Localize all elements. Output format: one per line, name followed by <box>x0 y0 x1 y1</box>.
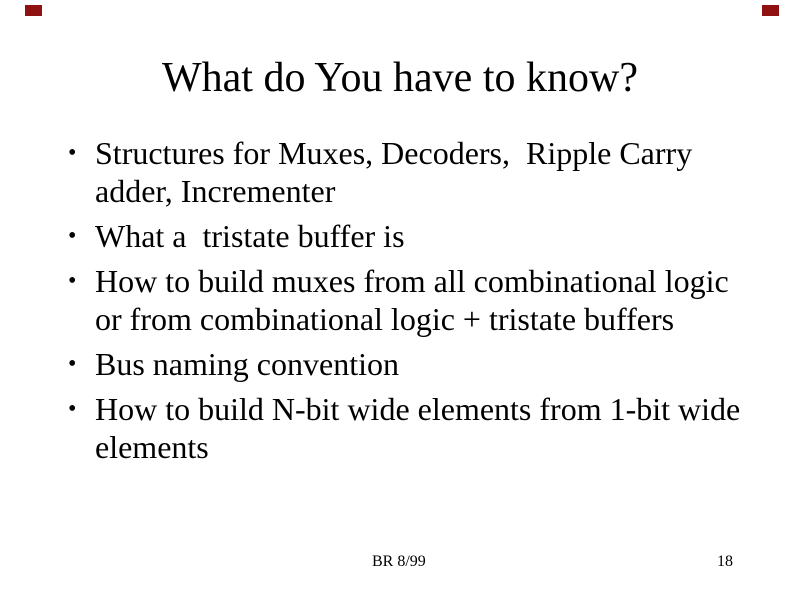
bullet-line: or from combinational logic + tristate buffers <box>95 301 675 337</box>
list-item <box>68 390 778 466</box>
corner-mark-right-icon <box>762 5 779 16</box>
list-item <box>68 345 778 383</box>
list-item <box>68 217 778 255</box>
bullet-line: Bus naming convention <box>95 346 399 382</box>
bullet-icon: • <box>68 268 77 294</box>
bullet-line: Structures for Muxes, Decoders, Ripple Carry <box>95 135 693 171</box>
bullet-line: elements <box>95 429 209 465</box>
footer-author-date: BR 8/99 <box>372 553 426 570</box>
bullet-icon: • <box>68 140 77 166</box>
bullet-line: What a tristate buffer is <box>95 218 405 254</box>
bullet-text <box>95 134 778 210</box>
page-title: What do You have to know? <box>162 55 638 101</box>
bullet-icon: • <box>68 351 77 377</box>
bullet-line: adder, Incrementer <box>95 173 336 209</box>
list-item <box>68 262 778 338</box>
bullet-text <box>95 345 778 383</box>
bullet-line: How to build N-bit wide elements from 1-bit wide <box>95 391 741 427</box>
list-item <box>68 134 778 210</box>
bullet-icon: • <box>68 396 77 422</box>
footer-page-number: 18 <box>717 553 733 570</box>
corner-mark-left-icon <box>25 5 42 16</box>
bullet-text <box>95 217 778 255</box>
bullet-text <box>95 390 778 466</box>
bullet-text <box>95 262 778 338</box>
bullet-line: How to build muxes from all combinational logic <box>95 263 729 299</box>
bullet-icon: • <box>68 223 77 249</box>
bullet-list <box>68 134 778 473</box>
